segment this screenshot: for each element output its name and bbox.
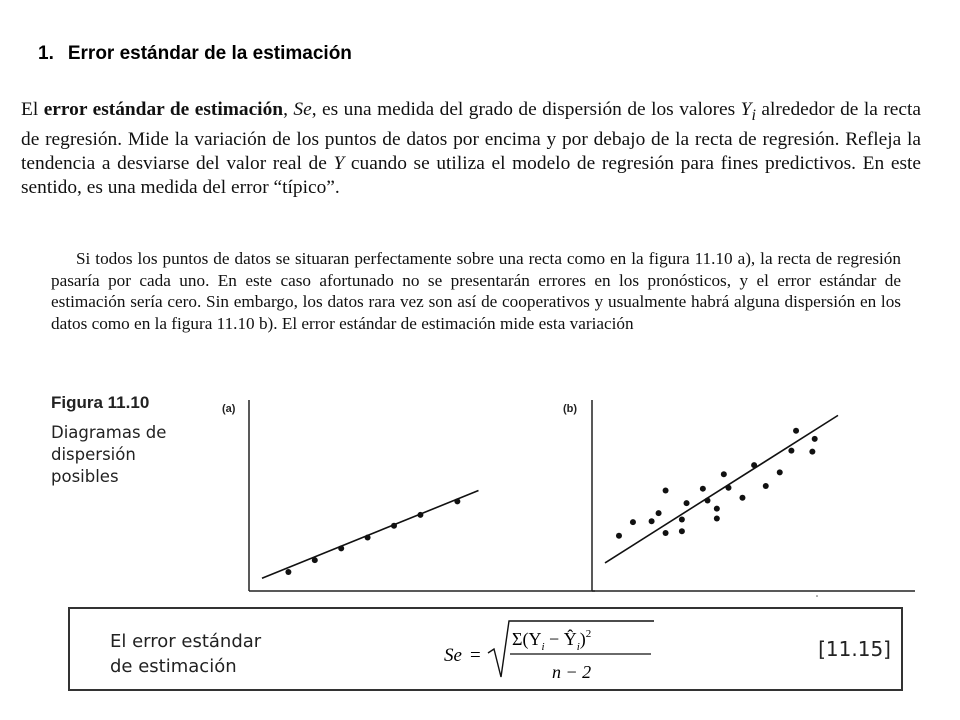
data-point bbox=[630, 519, 636, 525]
data-point bbox=[312, 557, 318, 563]
formula-numerator: $\Sigma(Y_i$ − $Ŷ_i)^2$ bbox=[512, 628, 592, 653]
formula-label-line2: de estimación bbox=[110, 656, 237, 677]
formula-equals: = bbox=[470, 645, 481, 666]
data-point bbox=[751, 462, 757, 468]
section-title: Error estándar de la estimación bbox=[67, 43, 352, 64]
data-point bbox=[663, 488, 669, 494]
panel-b-label: (b) bbox=[563, 403, 578, 415]
data-point bbox=[705, 497, 711, 503]
p1-text-a: , es una medida del grado de dispersión de los valores bbox=[311, 99, 741, 120]
data-point bbox=[679, 528, 685, 534]
data-point bbox=[454, 498, 460, 504]
p1-bold-term: error estándar de estimación bbox=[43, 99, 284, 120]
figure-caption: Diagramas de dispersión posibles bbox=[51, 423, 167, 486]
data-point bbox=[391, 523, 397, 529]
formula-lhs: Se bbox=[444, 645, 462, 666]
formula-box bbox=[68, 607, 903, 691]
scatter-panel-a bbox=[249, 400, 595, 591]
data-point bbox=[809, 449, 815, 455]
data-point bbox=[788, 448, 794, 454]
p1-symbol-se: Se bbox=[293, 99, 312, 120]
p1-symbol-y-sub: i bbox=[751, 106, 756, 124]
data-point bbox=[793, 428, 799, 434]
data-point bbox=[616, 533, 622, 539]
regression-line bbox=[605, 415, 838, 563]
figure-label: Figura 11.10 bbox=[51, 393, 150, 412]
data-point bbox=[812, 436, 818, 442]
p1-symbol-y2: Y bbox=[333, 152, 345, 174]
data-point bbox=[684, 500, 690, 506]
panel-a-label: (a) bbox=[222, 403, 236, 415]
data-point bbox=[763, 483, 769, 489]
standard-error-formula bbox=[444, 615, 654, 687]
data-point bbox=[721, 471, 727, 477]
data-point bbox=[725, 485, 731, 491]
data-point bbox=[679, 516, 685, 522]
data-point bbox=[649, 518, 655, 524]
explanation-paragraph: Si todos los puntos de datos se situaran perfectamente sobre una recta como en la figura 11.10 a), la recta de regresión pasaría por cada uno. En este caso afortunado no se presentarán errores en los pronósticos, y el error estándar de estimación sería cero. Sin embargo, los datos rara vez son así de cooperativos y usualmente habrá alguna dispersión en los datos como en la figura 11.10 b). El error estándar de estimación mide esta variación bbox=[51, 249, 901, 333]
data-point bbox=[663, 530, 669, 536]
data-point bbox=[417, 512, 423, 518]
data-point bbox=[656, 510, 662, 516]
formula-label bbox=[110, 629, 261, 679]
p1-after-bold: , bbox=[283, 99, 294, 120]
formula-denominator: n − 2 bbox=[552, 662, 592, 682]
equation-number: [11.15] bbox=[818, 637, 891, 661]
scatter-panel-b bbox=[592, 400, 915, 597]
regression-line bbox=[262, 491, 478, 579]
p1-text-c: cuando se utiliza el modelo de regresión para fines predictivos. En este sentido, es una medida del error “típico”. bbox=[21, 152, 921, 198]
data-point bbox=[700, 486, 706, 492]
data-point bbox=[365, 535, 371, 541]
section-number: 1. bbox=[38, 43, 54, 64]
p1-symbol-y: Y bbox=[740, 99, 752, 120]
formula-label-line1: El error estándar bbox=[110, 631, 262, 652]
data-point bbox=[739, 495, 745, 501]
p1-intro: El bbox=[21, 99, 44, 120]
data-point bbox=[285, 569, 291, 575]
data-point bbox=[714, 516, 720, 522]
p1-text-b: alrededor de la recta de regresión. Mide la variación de los puntos de datos por encima y por debajo de la recta de regresión. Refleja la tendencia a desviarse del valor real de bbox=[21, 99, 921, 174]
data-point bbox=[714, 506, 720, 512]
data-point bbox=[338, 545, 344, 551]
speck-mark bbox=[816, 595, 818, 597]
data-point bbox=[777, 469, 783, 475]
